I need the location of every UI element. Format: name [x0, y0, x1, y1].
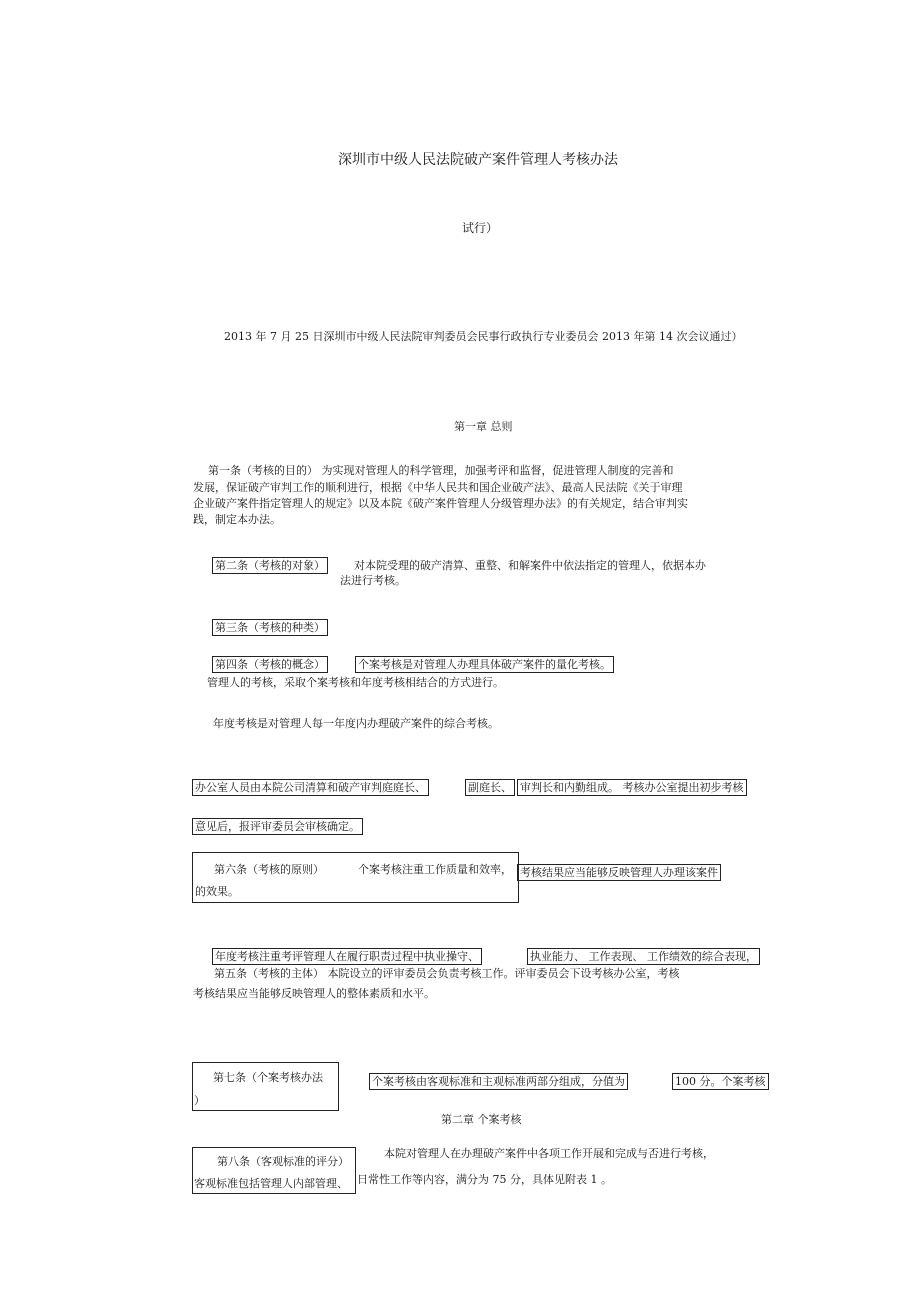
- art1-line4: 践，制定本办法。: [193, 513, 281, 526]
- art7-boxed-text: 个案考核由客观标准和主观标准两部分组成，分值为: [369, 1073, 628, 1090]
- art5-line: 第五条（考核的主体） 本院设立的评审委员会负责考核工作。评审委员会下设考核办公室，考核: [214, 967, 680, 980]
- art4-line2: 管理人的考核，采取个案考核和年度考核相结合的方式进行。: [207, 676, 504, 689]
- document-title: 深圳市中级人民法院破产案件管理人考核办法: [338, 152, 618, 168]
- art8-text1: 本院对管理人在办理破产案件中各项工作开展和完成与否进行考核，: [384, 1147, 714, 1160]
- art2-text2: 法进行考核。: [340, 574, 406, 587]
- art3-label: 第三条（考核的种类）: [212, 619, 328, 636]
- art8-label: 第八条（客观标准的评分）: [217, 1155, 349, 1168]
- art1-line3: 企业破产案件指定管理人的规定》以及本院《破产案件管理人分级管理办法》的有关规定，结合审判实: [193, 497, 688, 510]
- art6-text2: 的效果。: [195, 885, 239, 898]
- document-subtitle: 试行）: [462, 221, 499, 235]
- art1-line1: 第一条（考核的目的） 为实现对管理人的科学管理，加强考评和监督，促进管理人制度的完善和: [208, 464, 674, 477]
- annual-box1: 年度考核注重考评管理人在履行职责过程中执业操守、: [212, 948, 482, 965]
- art7-label2: ）: [194, 1094, 205, 1107]
- approval-note: 2013 年 7 月 25 日深圳市中级人民法院审判委员会民事行政执行专业委员会 2013 年第 14 次会议通过）: [224, 330, 743, 343]
- art8-text2: 日常性工作等内容，满分为 75 分，具体见附表 1 。: [357, 1173, 612, 1186]
- art6-side-box: 考核结果应当能够反映管理人办理该案件: [517, 864, 721, 881]
- art2-text1: 对本院受理的破产清算、重整、和解案件中依法指定的管理人，依据本办: [354, 559, 706, 572]
- office-box2: 副庭长、: [465, 779, 515, 796]
- office-box3: 审判长和内勤组成。 考核办公室提出初步考核: [517, 779, 747, 796]
- art7-boxed-text2: 100 分。个案考核: [672, 1073, 769, 1090]
- art4-boxed-text: 个案考核是对管理人办理具体破产案件的量化考核。: [355, 656, 614, 673]
- chapter-1-heading: 第一章 总则: [454, 420, 513, 433]
- art1-line2: 发展，保证破产审判工作的顺利进行，根据《中华人民共和国企业破产法》、最高人民法院《关于审理: [193, 481, 683, 494]
- art4-label: 第四条（考核的概念）: [212, 656, 328, 673]
- annual-box2: 执业能力、 工作表现、 工作绩效的综合表现，: [527, 948, 760, 965]
- art2-label: 第二条（考核的对象）: [212, 557, 328, 574]
- art6-label: 第六条（考核的原则）: [214, 863, 324, 876]
- art7-label: 第七条（个案考核办法: [213, 1071, 323, 1084]
- office-box1: 办公室人员由本院公司清算和破产审判庭庭长、: [192, 779, 429, 796]
- art4-line3: 年度考核是对管理人每一年度内办理破产案件的综合考核。: [213, 717, 499, 730]
- art8-label2: 客观标准包括管理人内部管理、: [194, 1177, 348, 1190]
- chapter-2-heading: 第二章 个案考核: [441, 1113, 522, 1126]
- art7-box: [192, 1062, 339, 1111]
- office-box4: 意见后，报评审委员会审核确定。: [192, 818, 363, 835]
- art6-box: [192, 852, 519, 903]
- art6-text1: 个案考核注重工作质量和效率，: [358, 863, 512, 876]
- annual-result: 考核结果应当能够反映管理人的整体素质和水平。: [193, 987, 435, 1000]
